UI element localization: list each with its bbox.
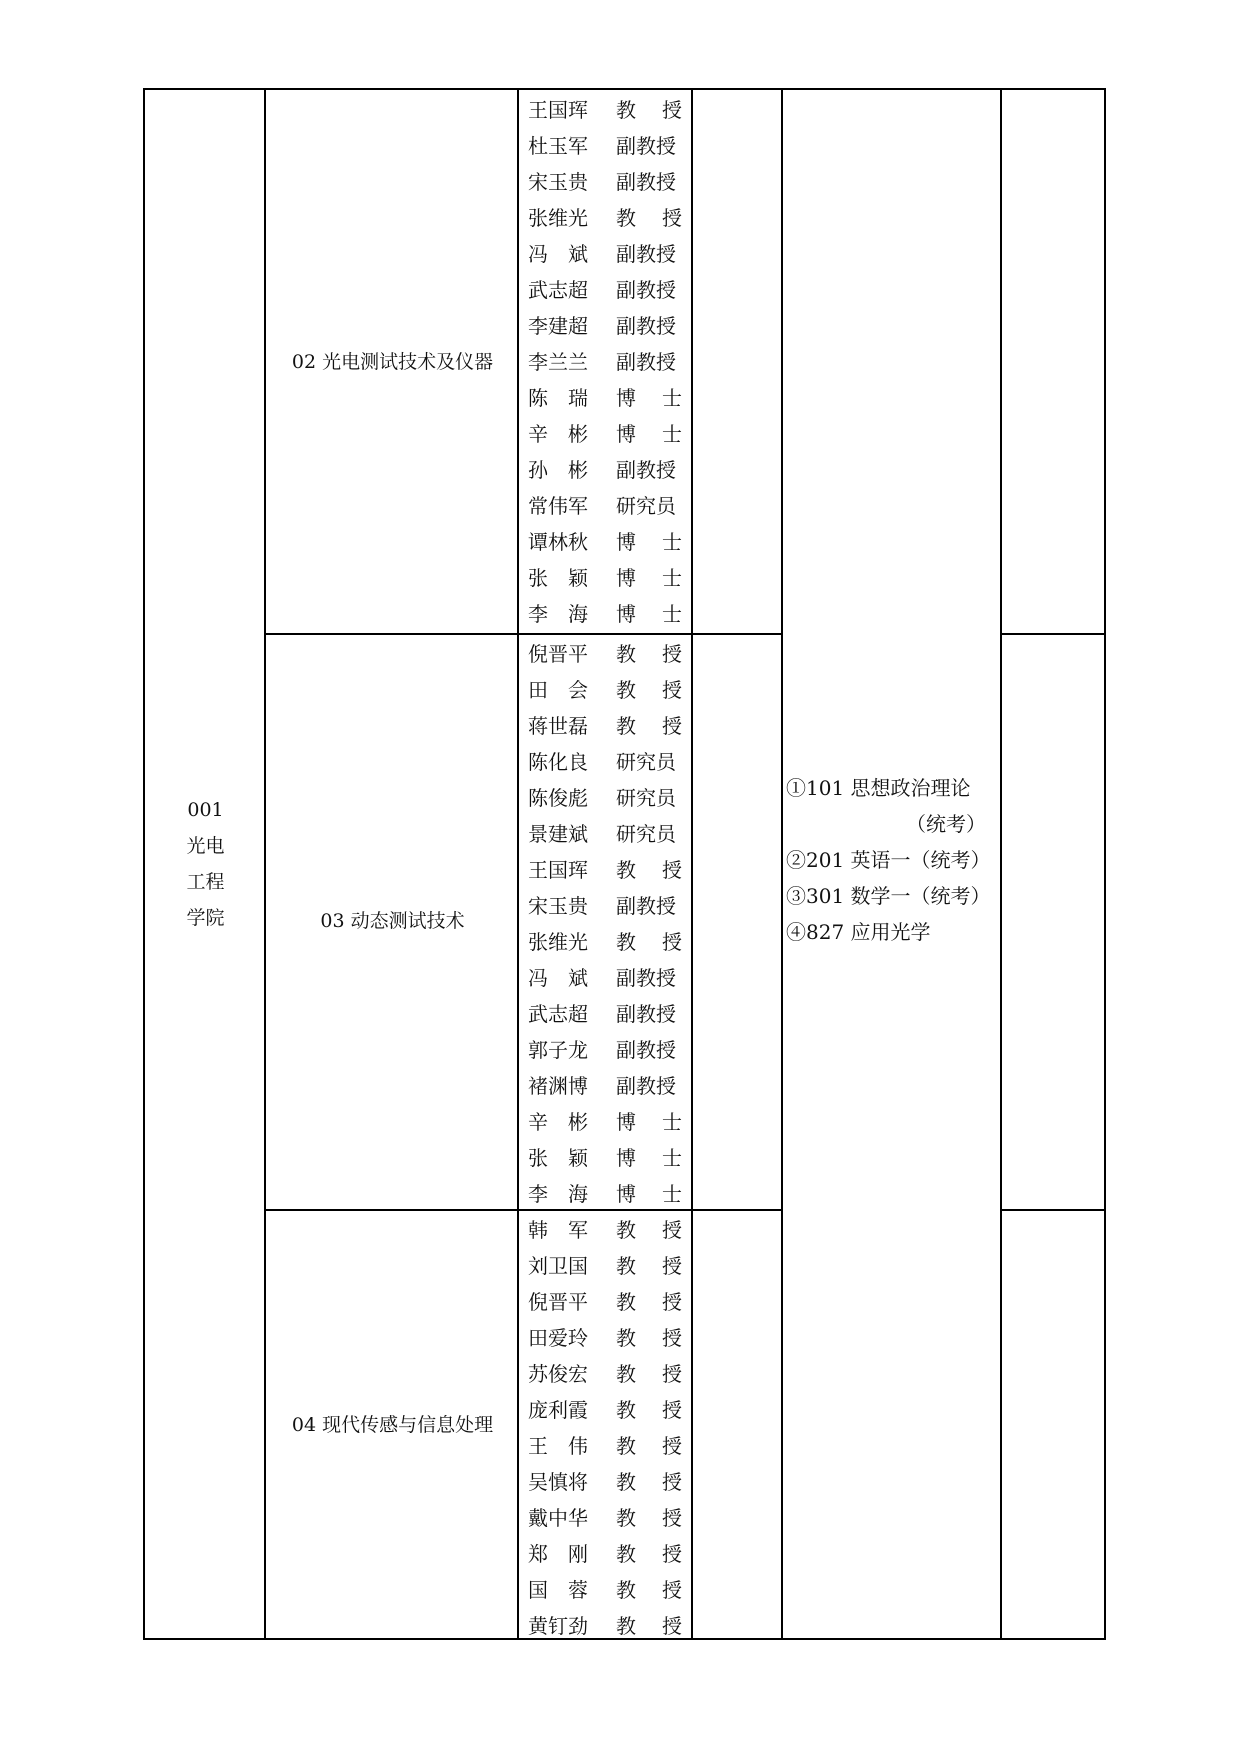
tutor-row [528, 850, 688, 886]
tutor-title: 研究员 [616, 821, 676, 846]
tutor-title: 教 授 [616, 205, 682, 230]
tutor-row [528, 594, 688, 630]
tutor-name: 常伟军 [528, 493, 588, 518]
tutor-title: 副教授 [616, 1001, 676, 1026]
tutor-title: 博 士 [616, 1181, 682, 1206]
tutor-name: 苏俊宏 [528, 1361, 588, 1386]
exam-line: ④827 应用光学 [786, 920, 931, 944]
tutor-name: 陈化良 [528, 749, 588, 774]
tutor-name: 李建超 [528, 313, 588, 338]
exam-line: ③301 数学一（统考） [786, 884, 991, 908]
tutor-list [528, 1210, 688, 1642]
tutor-title: 教 授 [616, 1433, 682, 1458]
tutor-name: 武志超 [528, 1001, 588, 1026]
tutor-name: 倪晋平 [528, 641, 588, 666]
tutor-title: 教 授 [616, 1253, 682, 1278]
tutor-row [528, 922, 688, 958]
tutor-name: 庞利霞 [528, 1397, 588, 1422]
tutor-title: 教 授 [616, 929, 682, 954]
tutor-title: 教 授 [616, 1361, 682, 1386]
tutor-row [528, 1210, 688, 1246]
tutor-title: 博 士 [616, 1145, 682, 1170]
tutor-title: 教 授 [616, 1541, 682, 1566]
tutor-title: 副教授 [616, 133, 676, 158]
tutor-title: 副教授 [616, 457, 676, 482]
tutor-title: 教 授 [616, 1289, 682, 1314]
tutor-row [528, 1534, 688, 1570]
tutor-name: 冯 斌 [528, 965, 588, 990]
tutor-title: 教 授 [616, 1505, 682, 1530]
tutor-row [528, 1030, 688, 1066]
tutor-row [528, 886, 688, 922]
tutor-name: 李 海 [528, 1181, 588, 1206]
tutor-row [528, 634, 688, 670]
tutor-row [528, 994, 688, 1030]
tutor-row [528, 742, 688, 778]
direction-label: 04 现代传感与信息处理 [291, 1413, 494, 1436]
tutor-row [528, 1318, 688, 1354]
tutor-name: 宋玉贵 [528, 169, 588, 194]
tutor-title: 教 授 [616, 1469, 682, 1494]
tutor-name: 张维光 [528, 929, 588, 954]
tutor-title: 副教授 [616, 241, 676, 266]
tutor-row [528, 670, 688, 706]
col-divider [691, 90, 693, 1638]
tutor-row [528, 198, 688, 234]
admissions-table [143, 88, 1106, 1640]
tutor-row [528, 306, 688, 342]
tutor-row [528, 706, 688, 742]
tutor-name: 李 海 [528, 601, 588, 626]
tutor-row [528, 486, 688, 522]
tutor-title: 教 授 [616, 857, 682, 882]
tutor-row [528, 234, 688, 270]
tutor-title: 教 授 [616, 1577, 682, 1602]
tutor-name: 景建斌 [528, 821, 588, 846]
college-code: 001 [187, 799, 224, 821]
tutor-row [528, 1282, 688, 1318]
tutor-name: 陈俊彪 [528, 785, 588, 810]
tutor-row [528, 1390, 688, 1426]
tutor-title: 副教授 [616, 965, 676, 990]
exam-subjects [786, 770, 996, 950]
tutor-name: 王 伟 [528, 1433, 588, 1458]
tutor-name: 陈 瑞 [528, 385, 588, 410]
tutor-title: 博 士 [616, 529, 682, 554]
tutor-row [528, 162, 688, 198]
tutor-title: 教 授 [616, 713, 682, 738]
tutor-name: 王国珲 [528, 857, 588, 882]
tutor-title: 教 授 [616, 1613, 682, 1638]
tutor-row [528, 522, 688, 558]
direction-label: 03 动态测试技术 [320, 910, 465, 932]
tutor-name: 蒋世磊 [528, 713, 588, 738]
tutor-title: 教 授 [616, 677, 682, 702]
direction-label: 02 光电测试技术及仪器 [291, 350, 494, 373]
tutor-row [528, 814, 688, 850]
tutor-title: 教 授 [616, 641, 682, 666]
tutor-row [528, 1606, 688, 1642]
tutor-title: 副教授 [616, 349, 676, 374]
tutor-row [528, 126, 688, 162]
tutor-name: 孙 彬 [528, 457, 588, 482]
tutor-row [528, 558, 688, 594]
tutor-title: 教 授 [616, 97, 682, 122]
row-divider [1000, 633, 1106, 635]
tutor-row [528, 270, 688, 306]
tutor-name: 张 颖 [528, 565, 588, 590]
tutor-name: 田 会 [528, 677, 588, 702]
tutor-row [528, 1102, 688, 1138]
tutor-name: 李兰兰 [528, 349, 588, 374]
tutor-title: 教 授 [616, 1217, 682, 1242]
tutor-name: 杜玉军 [528, 133, 588, 158]
tutor-name: 辛 彬 [528, 1109, 588, 1134]
tutor-title: 副教授 [616, 169, 676, 194]
tutor-list [528, 634, 688, 1210]
tutor-name: 倪晋平 [528, 1289, 588, 1314]
tutor-name: 国 蓉 [528, 1577, 588, 1602]
tutor-row [528, 1498, 688, 1534]
tutor-row [528, 342, 688, 378]
college-name-line: 光电 [186, 835, 225, 857]
tutor-name: 谭林秋 [528, 529, 588, 554]
college-name-line: 工程 [186, 871, 225, 893]
exam-line: ②201 英语一（统考） [786, 848, 991, 872]
tutor-name: 褚渊博 [528, 1073, 588, 1098]
tutor-row [528, 1138, 688, 1174]
col-divider [1000, 90, 1002, 1638]
tutor-title: 研究员 [616, 785, 676, 810]
tutor-name: 刘卫国 [528, 1253, 588, 1278]
tutor-title: 教 授 [616, 1397, 682, 1422]
tutor-name: 宋玉贵 [528, 893, 588, 918]
tutor-title: 教 授 [616, 1325, 682, 1350]
tutor-title: 副教授 [616, 1037, 676, 1062]
col-divider [781, 90, 783, 1638]
tutor-title: 副教授 [616, 277, 676, 302]
tutor-row [528, 1426, 688, 1462]
row-divider [1000, 1209, 1106, 1211]
tutor-title: 副教授 [616, 313, 676, 338]
tutor-row [528, 958, 688, 994]
tutor-title: 副教授 [616, 893, 676, 918]
tutor-row [528, 450, 688, 486]
tutor-name: 郭子龙 [528, 1037, 588, 1062]
tutor-title: 副教授 [616, 1073, 676, 1098]
tutor-row [528, 1354, 688, 1390]
exam-line: ①101 思想政治理论 [786, 776, 971, 800]
tutor-row [528, 414, 688, 450]
tutor-row [528, 1066, 688, 1102]
college-cell [145, 90, 266, 1638]
tutor-list [528, 90, 688, 630]
tutor-title: 博 士 [616, 601, 682, 626]
tutor-row [528, 1570, 688, 1606]
tutor-title: 博 士 [616, 385, 682, 410]
tutor-name: 张 颖 [528, 1145, 588, 1170]
tutor-row [528, 378, 688, 414]
college-name-line: 学院 [186, 907, 225, 929]
tutor-row [528, 90, 688, 126]
tutor-title: 博 士 [616, 421, 682, 446]
tutor-row [528, 778, 688, 814]
tutor-title: 研究员 [616, 493, 676, 518]
tutor-name: 张维光 [528, 205, 588, 230]
tutor-name: 辛 彬 [528, 421, 588, 446]
tutor-title: 博 士 [616, 1109, 682, 1134]
tutor-name: 田爱玲 [528, 1325, 588, 1350]
tutor-name: 武志超 [528, 277, 588, 302]
tutor-name: 冯 斌 [528, 241, 588, 266]
tutor-title: 研究员 [616, 749, 676, 774]
exam-line: （统考） [906, 812, 986, 836]
tutor-name: 黄钉劲 [528, 1613, 588, 1638]
tutor-title: 博 士 [616, 565, 682, 590]
tutor-row [528, 1174, 688, 1210]
tutor-name: 韩 军 [528, 1217, 588, 1242]
tutor-name: 吴慎将 [528, 1469, 588, 1494]
tutor-row [528, 1246, 688, 1282]
tutor-name: 郑 刚 [528, 1541, 588, 1566]
tutor-name: 戴中华 [528, 1505, 588, 1530]
tutor-row [528, 1462, 688, 1498]
tutor-name: 王国珲 [528, 97, 588, 122]
